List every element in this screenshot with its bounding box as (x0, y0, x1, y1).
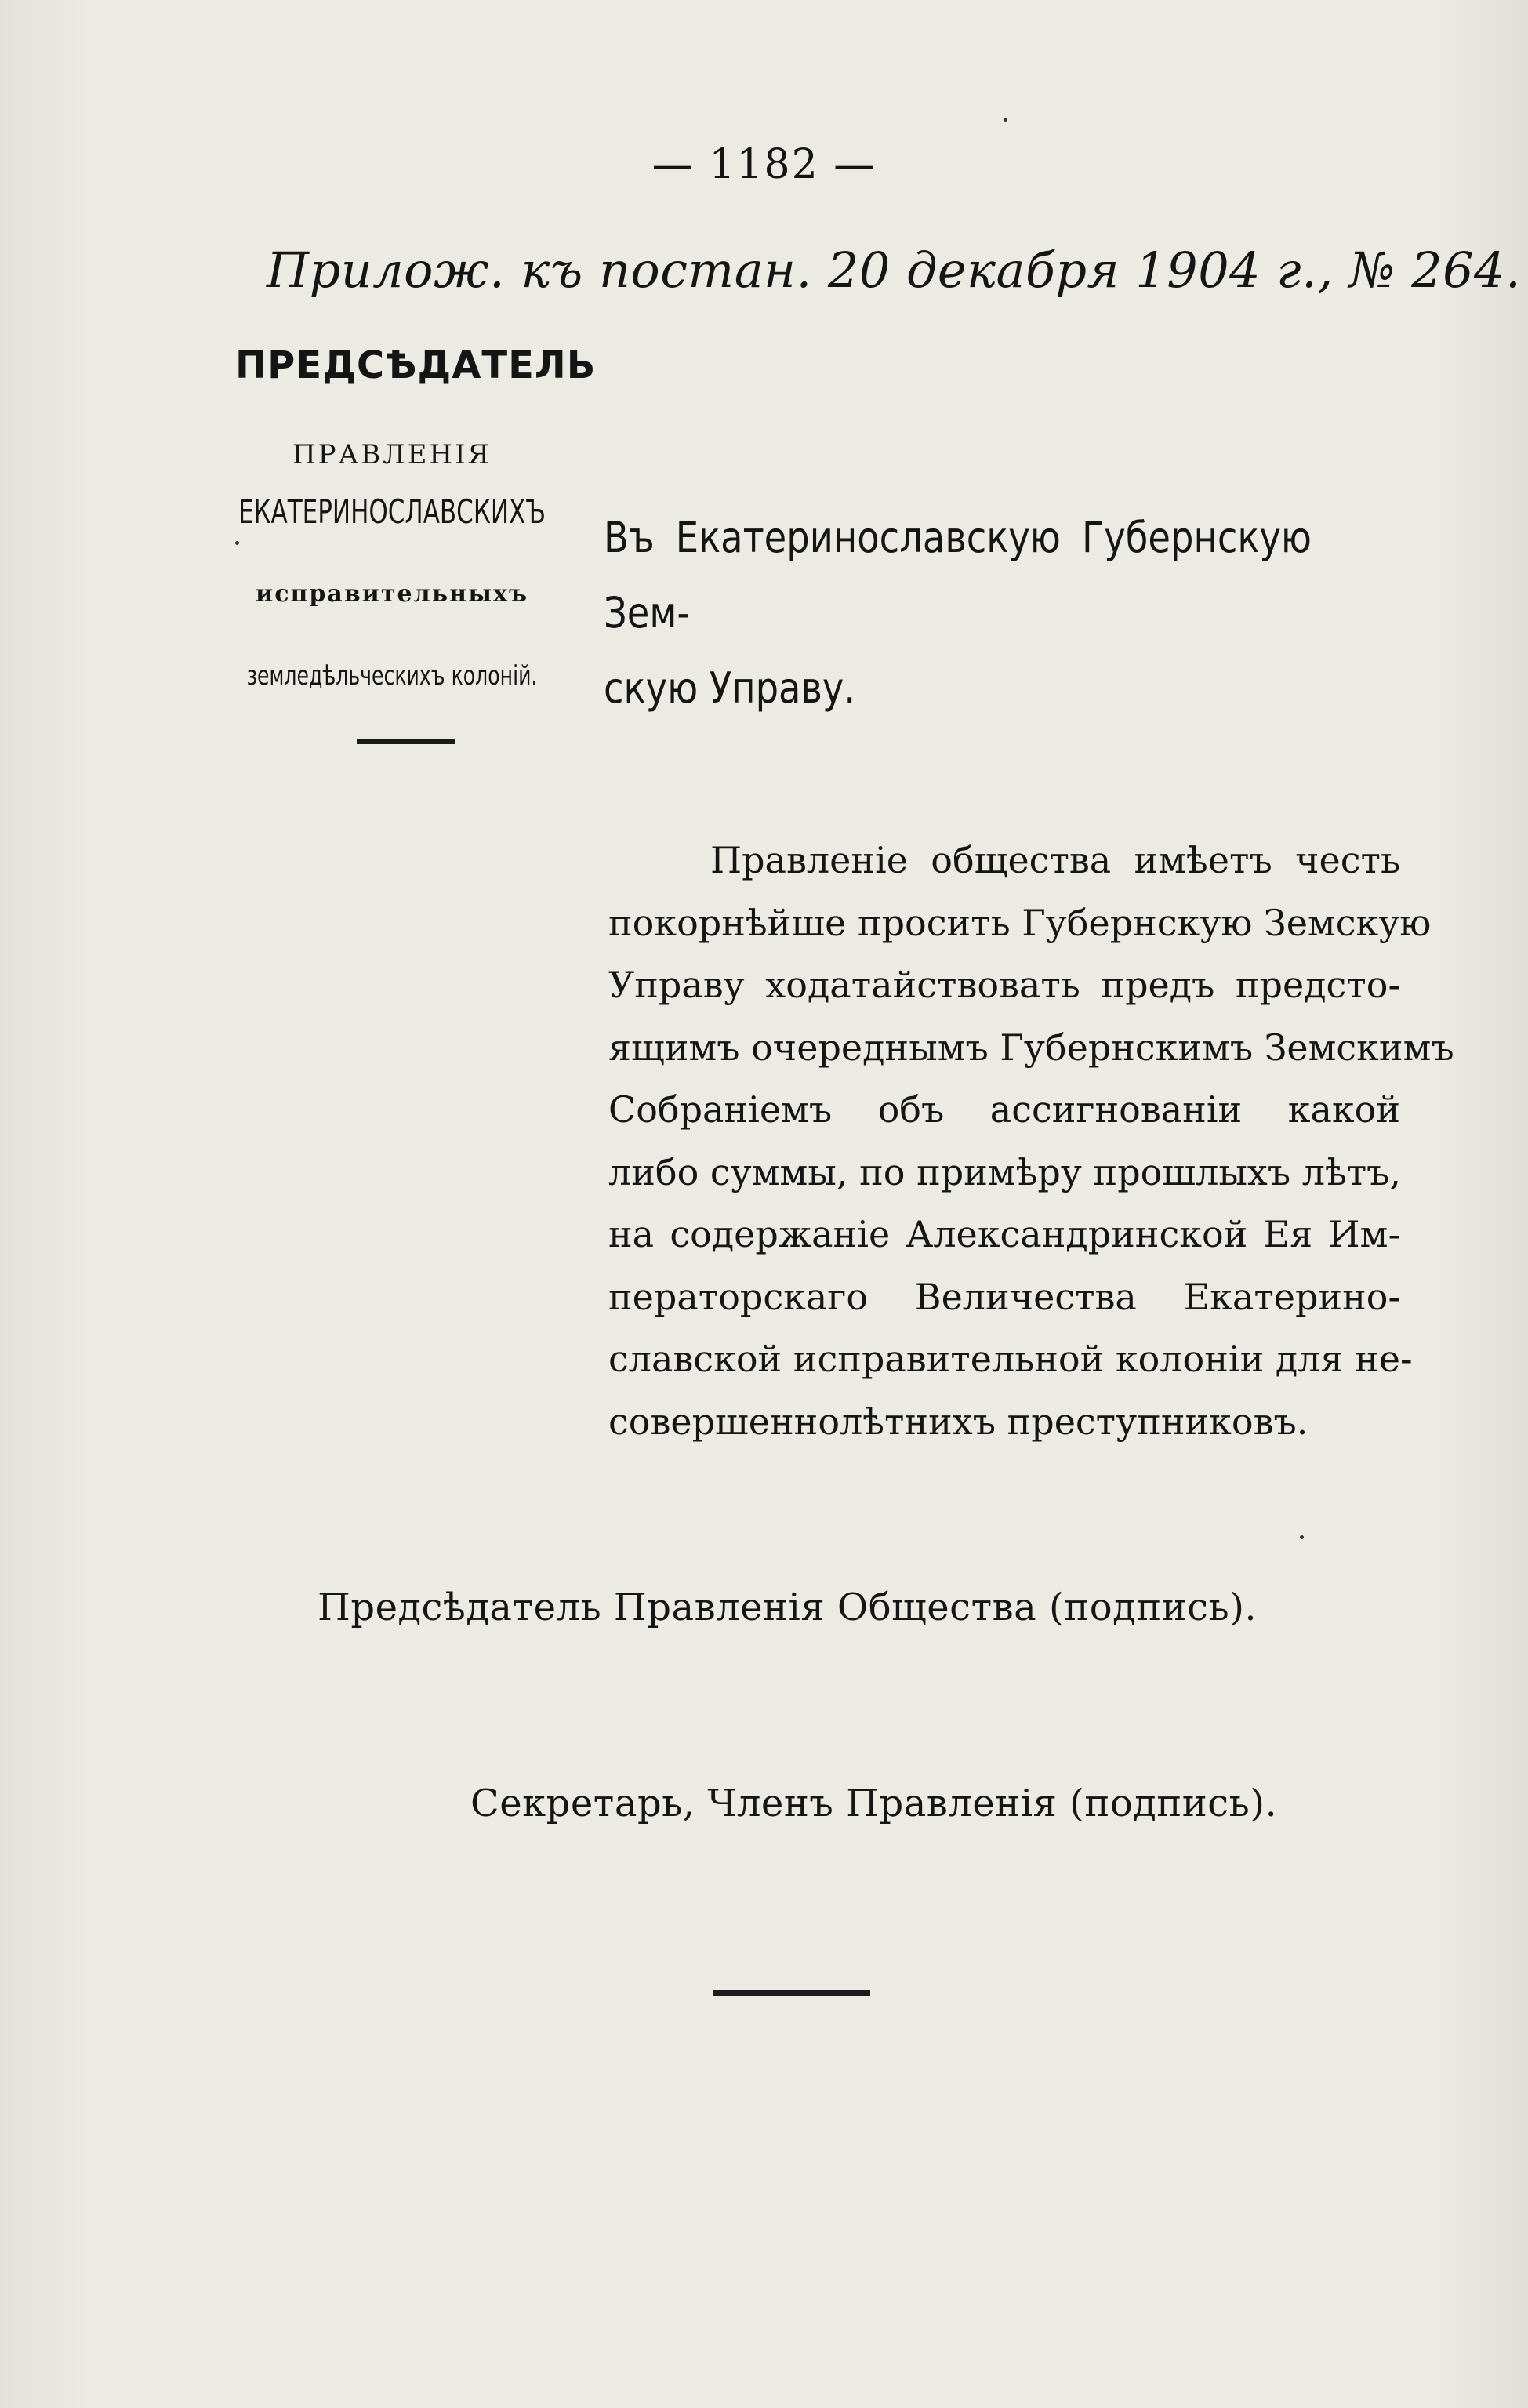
body-line: славской исправительной колоніи для не- (608, 1338, 1413, 1380)
sender-line-board: ПРАВЛЕНІЯ (292, 439, 492, 470)
secretary-signature: Секретарь, Членъ Правленія (подпись). (470, 1781, 1278, 1825)
print-speck (235, 541, 239, 545)
body-line: ящимъ очереднымъ Губернскимъ Земскимъ (608, 1026, 1454, 1069)
body-line: Правленіе общества имѣетъ честь (710, 839, 1400, 881)
body-line: Собраніемъ объ ассигнованіи какой (608, 1088, 1400, 1131)
closing-divider (713, 1990, 870, 1996)
appendix-note: Прилож. къ постан. 20 декабря 1904 г., № 264. (267, 242, 1522, 299)
body-line: на содержаніе Александринской Ея Им- (608, 1213, 1400, 1255)
addressee-line: скую Управу. (604, 663, 856, 713)
addressee (604, 500, 1312, 726)
body-line: покорнѣйше просить Губернскую Земскую (608, 901, 1432, 944)
body-line: либо суммы, по примѣру прошлыхъ лѣтъ, (608, 1150, 1402, 1193)
addressee-line: Въ Екатеринославскую Губернскую Зем- (604, 513, 1312, 637)
body-line: совершеннолѣтнихъ преступниковъ. (608, 1400, 1308, 1443)
sender-title: ПРЕДСѢДАТЕЛЬ (235, 343, 597, 387)
print-speck (1300, 1535, 1304, 1539)
sender-divider (357, 739, 455, 744)
body-line: Управу ходатайствовать предъ предсто- (608, 964, 1400, 1006)
sender-line-colonies: земледѣльческихъ колоній. (246, 660, 538, 692)
sender-line-region: ЕКАТЕРИНОСЛАВСКИХЪ (238, 492, 546, 531)
print-speck (1004, 118, 1007, 122)
chairman-signature: Предсѣдатель Правленія Общества (подпись). (318, 1585, 1258, 1629)
sender-line-correctional: исправительныхъ (255, 580, 529, 608)
page-number: — 1182 — (651, 141, 877, 188)
body-line: ператорскаго Величества Екатерино- (608, 1275, 1400, 1318)
letter-body (608, 830, 1454, 1453)
